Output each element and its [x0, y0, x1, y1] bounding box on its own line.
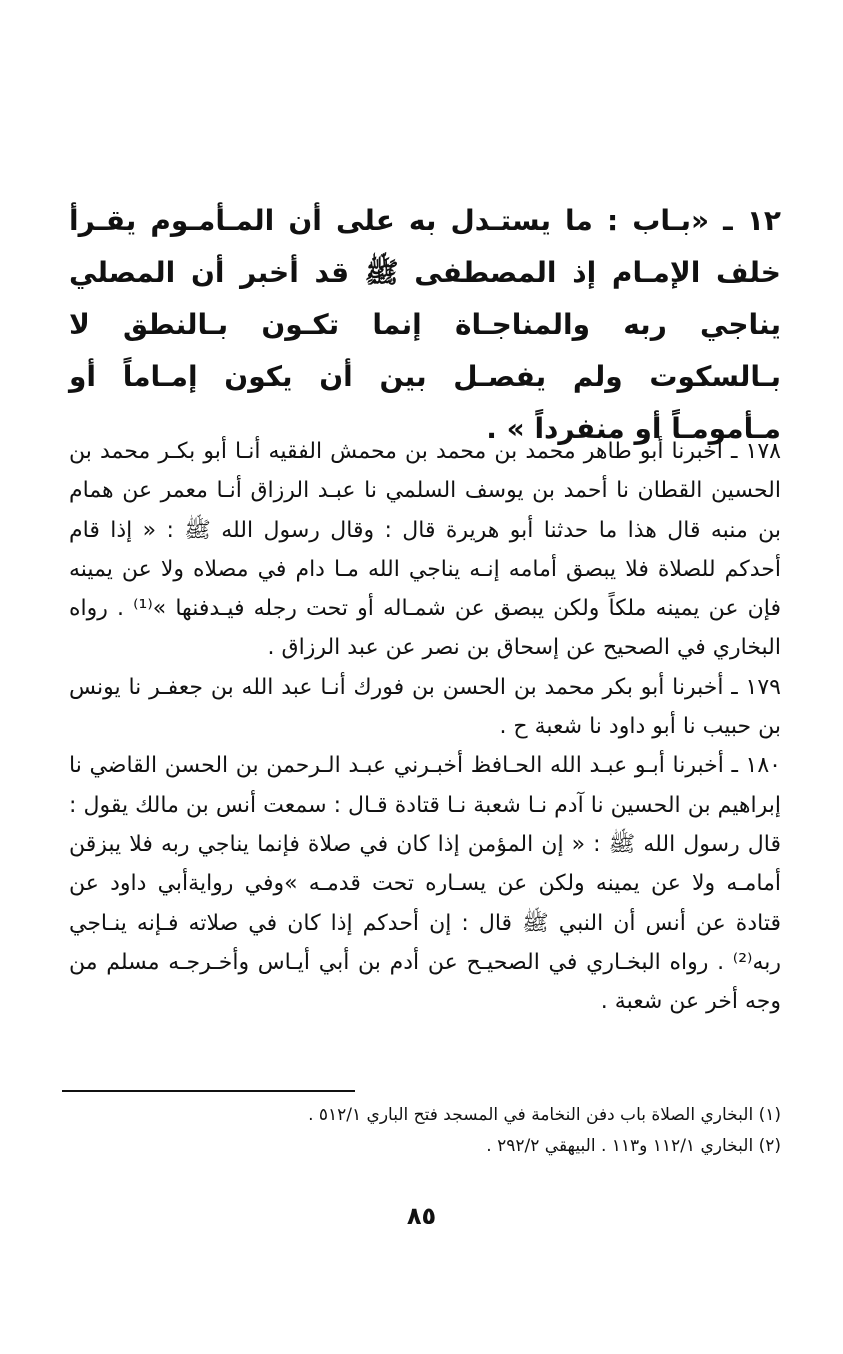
body-text [69, 432, 781, 1021]
paragraph-179: ١٧٩ ـ أخبرنا أبو بكر محمد بن الحسن بن فورك أنـا عبد الله بن جعفـر نا يونس بن حبيب نا أبو داود نا شعبة ح . [69, 674, 781, 740]
footnote-2: (٢) البخاري ١١٢/١ و١١٣ . البيهقي ٢٩٢/٢ . [486, 1136, 781, 1156]
chapter-heading: ١٢ ـ «بـاب : ما يستـدل به على أن المـأمـوم يقـرأ خلف الإمـام إذ المصطفى ﷺ قد أخبر أن المصلي يناجي ربه والمناجـاة إنما تكـون بـالنطق لا بـالسكوت ولم يفصـل بين أن يكون إمـاماً أو مـأمومـاً أو منفرداً » . [69, 204, 781, 445]
paragraph-178: ١٧٨ ـ أخبرنا أبو طاهر محمد بن محمد بن محمش الفقيه أنـا أبو بكـر محمد بن الحسين القطان نا أحمد بن يوسف السلمي نا عبـد الرزاق أنـا معمر عن همام بن منبه قال هذا ما حدثنا أبو هريرة قال : وقال رسول الله ﷺ : « إذا قام أحدكم للصلاة فلا يبصق أمامه إنـه يناجي الله مـا دام في مصلاه ولا عن يمينه فإن عن يمينه ملكاً ولكن يبصق عن شمـاله أو تحت رجله فيـدفنها »⁽¹⁾ . رواه البخاري في الصحيح عن إسحاق بن نصر عن عبد الرزاق . [69, 439, 781, 661]
page-number: ٨٥ [406, 1202, 437, 1230]
footnote-divider [62, 1090, 355, 1092]
footnote-1: (١) البخاري الصلاة باب دفن النخامة في المسجد فتح الباري ٥١٢/١ . [308, 1105, 781, 1125]
footnotes [69, 1100, 781, 1162]
paragraph-180: ١٨٠ ـ أخبرنا أبـو عبـد الله الحـافظ أخبـرني عبـد الـرحمن بن الحسن القاضي نا إبراهيم بن الحسين نا آدم نـا شعبة نـا قتادة قـال : سمعت أنس بن مالك يقول : قال رسول الله ﷺ : « إن المؤمن إذا كان في صلاة فإنما يناجي ربه فلا يبزقن أمامـه ولا عن يمينه ولكن عن يسـاره تحت قدمـه »وفي روايةأبي داود عن قتادة عن أنس أن النبي ﷺ قال : إن أحدكم إذا كان في صلاته فـإنه ينـاجي ربه⁽²⁾ . رواه البخـاري في الصحيـح عن أدم بن أبي أيـاس وأخـرجـه مسلم من وجه أخر عن شعبة . [69, 753, 781, 1015]
